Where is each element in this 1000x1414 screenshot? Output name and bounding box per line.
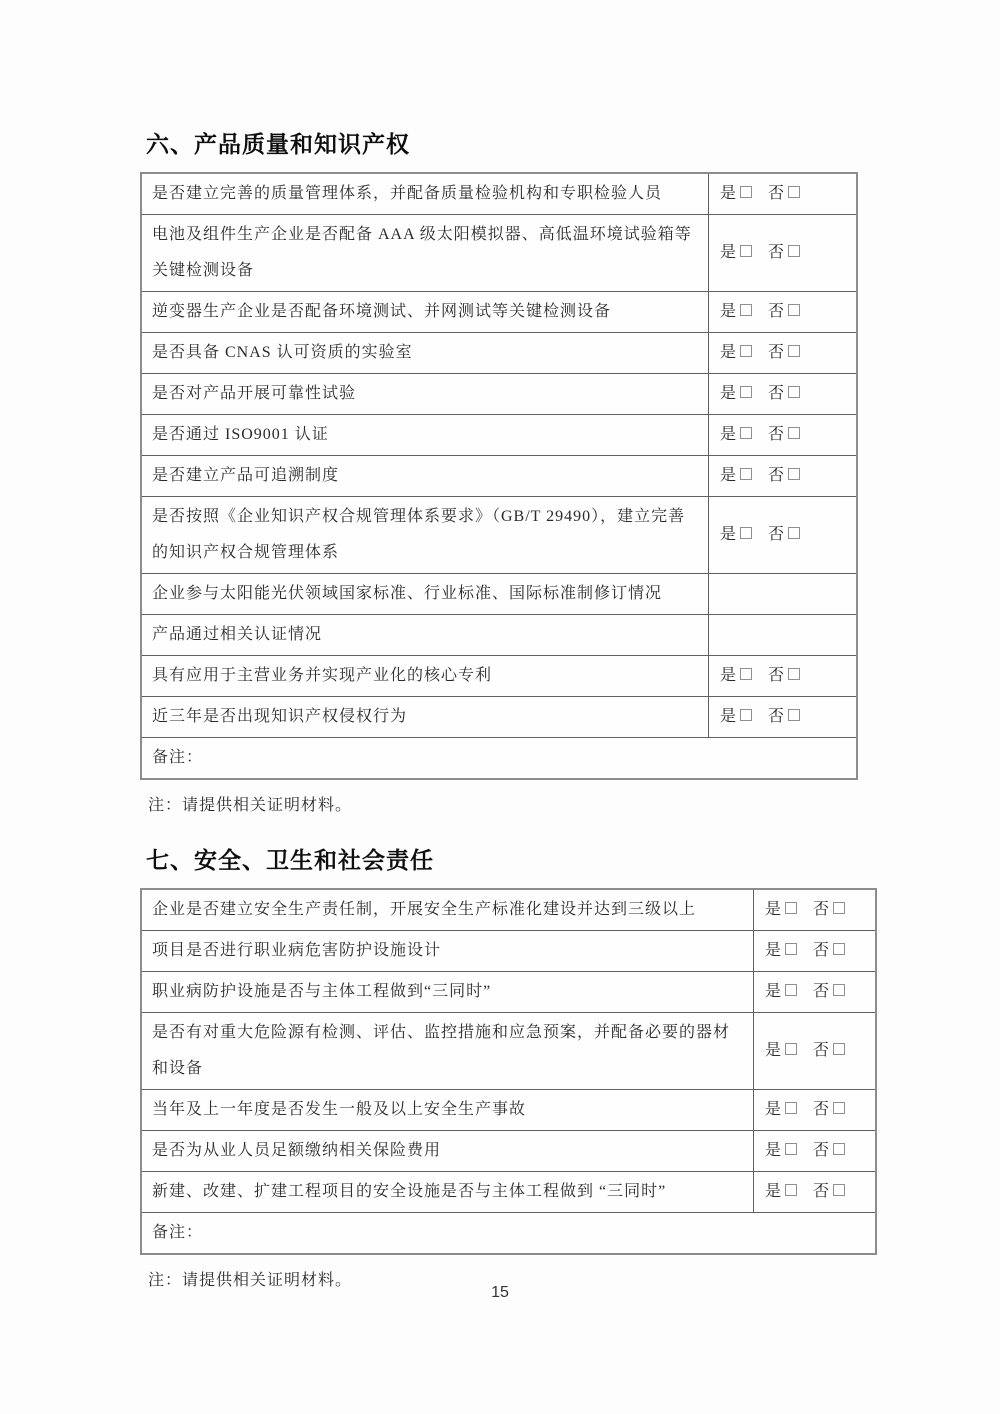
- yes-checkbox[interactable]: [785, 943, 797, 955]
- yes-label: 是: [720, 526, 738, 543]
- remark-row: [141, 738, 857, 780]
- yes-checkbox[interactable]: [740, 186, 752, 198]
- question-text: 产品通过相关认证情况: [152, 626, 323, 643]
- no-checkbox[interactable]: [833, 1102, 845, 1114]
- table-row: [141, 697, 857, 738]
- answer-cell: [754, 889, 877, 931]
- yes-label: 是: [765, 901, 783, 918]
- question-text: 是否建立完善的质量管理体系，并配备质量检验机构和专职检验人员: [152, 185, 663, 202]
- yes-checkbox[interactable]: [740, 527, 752, 539]
- answer-cell: [754, 1172, 877, 1213]
- no-option: [768, 658, 800, 694]
- question-cell: [141, 656, 709, 697]
- question-text: 职业病防护设施是否与主体工程做到“三同时”: [152, 983, 492, 1000]
- question-text: 是否具备 CNAS 认可资质的实验室: [152, 344, 413, 361]
- no-label: 否: [813, 1142, 831, 1159]
- no-checkbox[interactable]: [788, 386, 800, 398]
- table-row: [141, 574, 857, 615]
- no-label: 否: [813, 1183, 831, 1200]
- question-cell: [141, 374, 709, 415]
- no-option: [768, 517, 800, 553]
- question-text: 电池及组件生产企业是否配备 AAA 级太阳模拟器、高低温环境试验箱等关键检测设备: [152, 226, 692, 279]
- answer-cell: [754, 1013, 877, 1090]
- answer-cell: [754, 1131, 877, 1172]
- no-option: [813, 892, 845, 928]
- no-checkbox[interactable]: [788, 427, 800, 439]
- question-text: 是否对产品开展可靠性试验: [152, 385, 357, 402]
- question-text: 具有应用于主营业务并实现产业化的核心专利: [152, 667, 493, 684]
- remark-label: 备注：: [152, 1224, 204, 1241]
- yes-label: 是: [765, 942, 783, 959]
- no-label: 否: [768, 244, 786, 261]
- table-row: [141, 292, 857, 333]
- answer-cell: [709, 215, 858, 292]
- no-option: [813, 1033, 845, 1069]
- yes-checkbox[interactable]: [740, 668, 752, 680]
- no-checkbox[interactable]: [833, 902, 845, 914]
- question-text: 企业是否建立安全生产责任制，开展安全生产标准化建设并达到三级以上: [152, 901, 697, 918]
- table-row: [141, 215, 857, 292]
- no-checkbox[interactable]: [833, 943, 845, 955]
- question-text: 是否有对重大危险源有检测、评估、监控措施和应急预案，并配备必要的器材和设备: [152, 1024, 731, 1077]
- yes-option: [765, 892, 797, 928]
- answer-cell: [709, 574, 858, 615]
- answer-cell: [754, 1090, 877, 1131]
- no-option: [768, 699, 800, 735]
- yes-label: 是: [765, 983, 783, 1000]
- question-text: 逆变器生产企业是否配备环境测试、并网测试等关键检测设备: [152, 303, 612, 320]
- question-text: 项目是否进行职业病危害防护设施设计: [152, 942, 442, 959]
- question-text: 企业参与太阳能光伏领域国家标准、行业标准、国际标准制修订情况: [152, 585, 663, 602]
- no-option: [768, 335, 800, 371]
- answer-cell: [709, 374, 858, 415]
- yes-checkbox[interactable]: [740, 709, 752, 721]
- no-label: 否: [813, 942, 831, 959]
- question-text: 新建、改建、扩建工程项目的安全设施是否与主体工程做到 “三同时”: [152, 1183, 667, 1200]
- no-checkbox[interactable]: [788, 468, 800, 480]
- no-checkbox[interactable]: [833, 1043, 845, 1055]
- yes-checkbox[interactable]: [785, 1143, 797, 1155]
- no-label: 否: [768, 708, 786, 725]
- page-number: 15: [491, 1284, 509, 1301]
- answer-cell: [709, 697, 858, 738]
- yes-option: [765, 1174, 797, 1210]
- question-text: 当年及上一年度是否发生一般及以上安全生产事故: [152, 1101, 527, 1118]
- table-row: [141, 972, 876, 1013]
- question-text: 是否通过 ISO9001 认证: [152, 426, 329, 443]
- question-text: 是否建立产品可追溯制度: [152, 467, 340, 484]
- no-option: [813, 1092, 845, 1128]
- yes-option: [720, 176, 752, 212]
- safety-table: [140, 888, 877, 1255]
- table-row: [141, 656, 857, 697]
- no-label: 否: [768, 426, 786, 443]
- no-option: [813, 933, 845, 969]
- question-cell: [141, 1090, 754, 1131]
- question-cell: [141, 615, 709, 656]
- no-checkbox[interactable]: [788, 345, 800, 357]
- no-label: 否: [813, 901, 831, 918]
- section-6-note: 注：请提供相关证明材料。: [148, 797, 353, 814]
- answer-cell: [709, 656, 858, 697]
- no-option: [813, 1174, 845, 1210]
- question-cell: [141, 456, 709, 497]
- answer-cell: [709, 456, 858, 497]
- yes-label: 是: [720, 185, 738, 202]
- yes-option: [765, 1133, 797, 1169]
- no-checkbox[interactable]: [788, 245, 800, 257]
- yes-label: 是: [720, 385, 738, 402]
- table-row: [141, 173, 857, 215]
- no-option: [768, 294, 800, 330]
- no-label: 否: [813, 983, 831, 1000]
- question-cell: [141, 697, 709, 738]
- answer-cell: [709, 415, 858, 456]
- yes-option: [765, 1092, 797, 1128]
- yes-option: [720, 699, 752, 735]
- yes-label: 是: [720, 303, 738, 320]
- yes-checkbox[interactable]: [740, 468, 752, 480]
- no-checkbox[interactable]: [833, 984, 845, 996]
- yes-option: [720, 235, 752, 271]
- yes-option: [765, 974, 797, 1010]
- question-text: 是否按照《企业知识产权合规管理体系要求》（GB/T 29490），建立完善的知识产权合规管理体系: [152, 508, 686, 561]
- question-cell: [141, 333, 709, 374]
- no-checkbox[interactable]: [788, 186, 800, 198]
- question-cell: [141, 215, 709, 292]
- no-option: [768, 176, 800, 212]
- no-option: [768, 458, 800, 494]
- question-cell: [141, 173, 709, 215]
- no-label: 否: [768, 185, 786, 202]
- yes-label: 是: [765, 1183, 783, 1200]
- question-cell: [141, 1013, 754, 1090]
- yes-checkbox[interactable]: [785, 984, 797, 996]
- question-cell: [141, 889, 754, 931]
- table-row: [141, 374, 857, 415]
- table-row: [141, 415, 857, 456]
- remark-cell: [141, 738, 857, 780]
- question-cell: [141, 574, 709, 615]
- quality-ip-table-body: [141, 173, 857, 779]
- yes-checkbox[interactable]: [740, 427, 752, 439]
- yes-label: 是: [765, 1042, 783, 1059]
- no-checkbox[interactable]: [788, 668, 800, 680]
- no-label: 否: [768, 667, 786, 684]
- question-cell: [141, 497, 709, 574]
- safety-table-body: [141, 889, 876, 1254]
- answer-cell: [709, 292, 858, 333]
- table-row: [141, 615, 857, 656]
- yes-checkbox[interactable]: [785, 1043, 797, 1055]
- yes-label: 是: [720, 708, 738, 725]
- answer-cell: [709, 615, 858, 656]
- yes-option: [720, 376, 752, 412]
- yes-label: 是: [720, 667, 738, 684]
- no-label: 否: [768, 344, 786, 361]
- remark-cell: [141, 1213, 876, 1255]
- yes-option: [720, 658, 752, 694]
- table-row: [141, 497, 857, 574]
- answer-cell: [709, 173, 858, 215]
- no-checkbox[interactable]: [833, 1143, 845, 1155]
- yes-option: [765, 1033, 797, 1069]
- yes-checkbox[interactable]: [740, 245, 752, 257]
- remark-label: 备注：: [152, 749, 204, 766]
- section-7-title: 七、安全、卫生和社会责任: [146, 847, 434, 873]
- table-row: [141, 889, 876, 931]
- table-row: [141, 333, 857, 374]
- yes-option: [720, 335, 752, 371]
- no-label: 否: [768, 385, 786, 402]
- yes-label: 是: [720, 344, 738, 361]
- no-label: 否: [813, 1101, 831, 1118]
- question-cell: [141, 415, 709, 456]
- no-checkbox[interactable]: [833, 1184, 845, 1196]
- answer-cell: [709, 497, 858, 574]
- no-option: [768, 235, 800, 271]
- yes-label: 是: [720, 426, 738, 443]
- no-option: [768, 376, 800, 412]
- yes-option: [765, 933, 797, 969]
- no-label: 否: [768, 303, 786, 320]
- remark-row: [141, 1213, 876, 1255]
- answer-cell: [709, 333, 858, 374]
- quality-ip-table: [140, 172, 858, 780]
- section-6-title: 六、产品质量和知识产权: [146, 131, 410, 157]
- question-cell: [141, 1172, 754, 1213]
- yes-option: [720, 517, 752, 553]
- yes-option: [720, 458, 752, 494]
- yes-checkbox[interactable]: [740, 386, 752, 398]
- table-row: [141, 1013, 876, 1090]
- yes-checkbox[interactable]: [740, 345, 752, 357]
- no-label: 否: [768, 467, 786, 484]
- yes-checkbox[interactable]: [740, 304, 752, 316]
- yes-label: 是: [765, 1101, 783, 1118]
- no-checkbox[interactable]: [788, 709, 800, 721]
- no-label: 否: [813, 1042, 831, 1059]
- no-option: [813, 1133, 845, 1169]
- yes-label: 是: [720, 244, 738, 261]
- yes-label: 是: [765, 1142, 783, 1159]
- page-content: [140, 129, 880, 1292]
- question-text: 是否为从业人员足额缴纳相关保险费用: [152, 1142, 442, 1159]
- table-row: [141, 1172, 876, 1213]
- yes-checkbox[interactable]: [785, 1102, 797, 1114]
- question-cell: [141, 972, 754, 1013]
- yes-label: 是: [720, 467, 738, 484]
- no-option: [768, 417, 800, 453]
- answer-cell: [754, 972, 877, 1013]
- yes-option: [720, 417, 752, 453]
- table-row: [141, 1131, 876, 1172]
- no-option: [813, 974, 845, 1010]
- table-row: [141, 1090, 876, 1131]
- no-checkbox[interactable]: [788, 527, 800, 539]
- yes-checkbox[interactable]: [785, 1184, 797, 1196]
- yes-option: [720, 294, 752, 330]
- section-7-note: 注：请提供相关证明材料。: [148, 1272, 353, 1289]
- yes-checkbox[interactable]: [785, 902, 797, 914]
- no-label: 否: [768, 526, 786, 543]
- answer-cell: [754, 931, 877, 972]
- no-checkbox[interactable]: [788, 304, 800, 316]
- table-row: [141, 931, 876, 972]
- question-cell: [141, 931, 754, 972]
- question-cell: [141, 292, 709, 333]
- table-row: [141, 456, 857, 497]
- question-text: 近三年是否出现知识产权侵权行为: [152, 708, 408, 725]
- question-cell: [141, 1131, 754, 1172]
